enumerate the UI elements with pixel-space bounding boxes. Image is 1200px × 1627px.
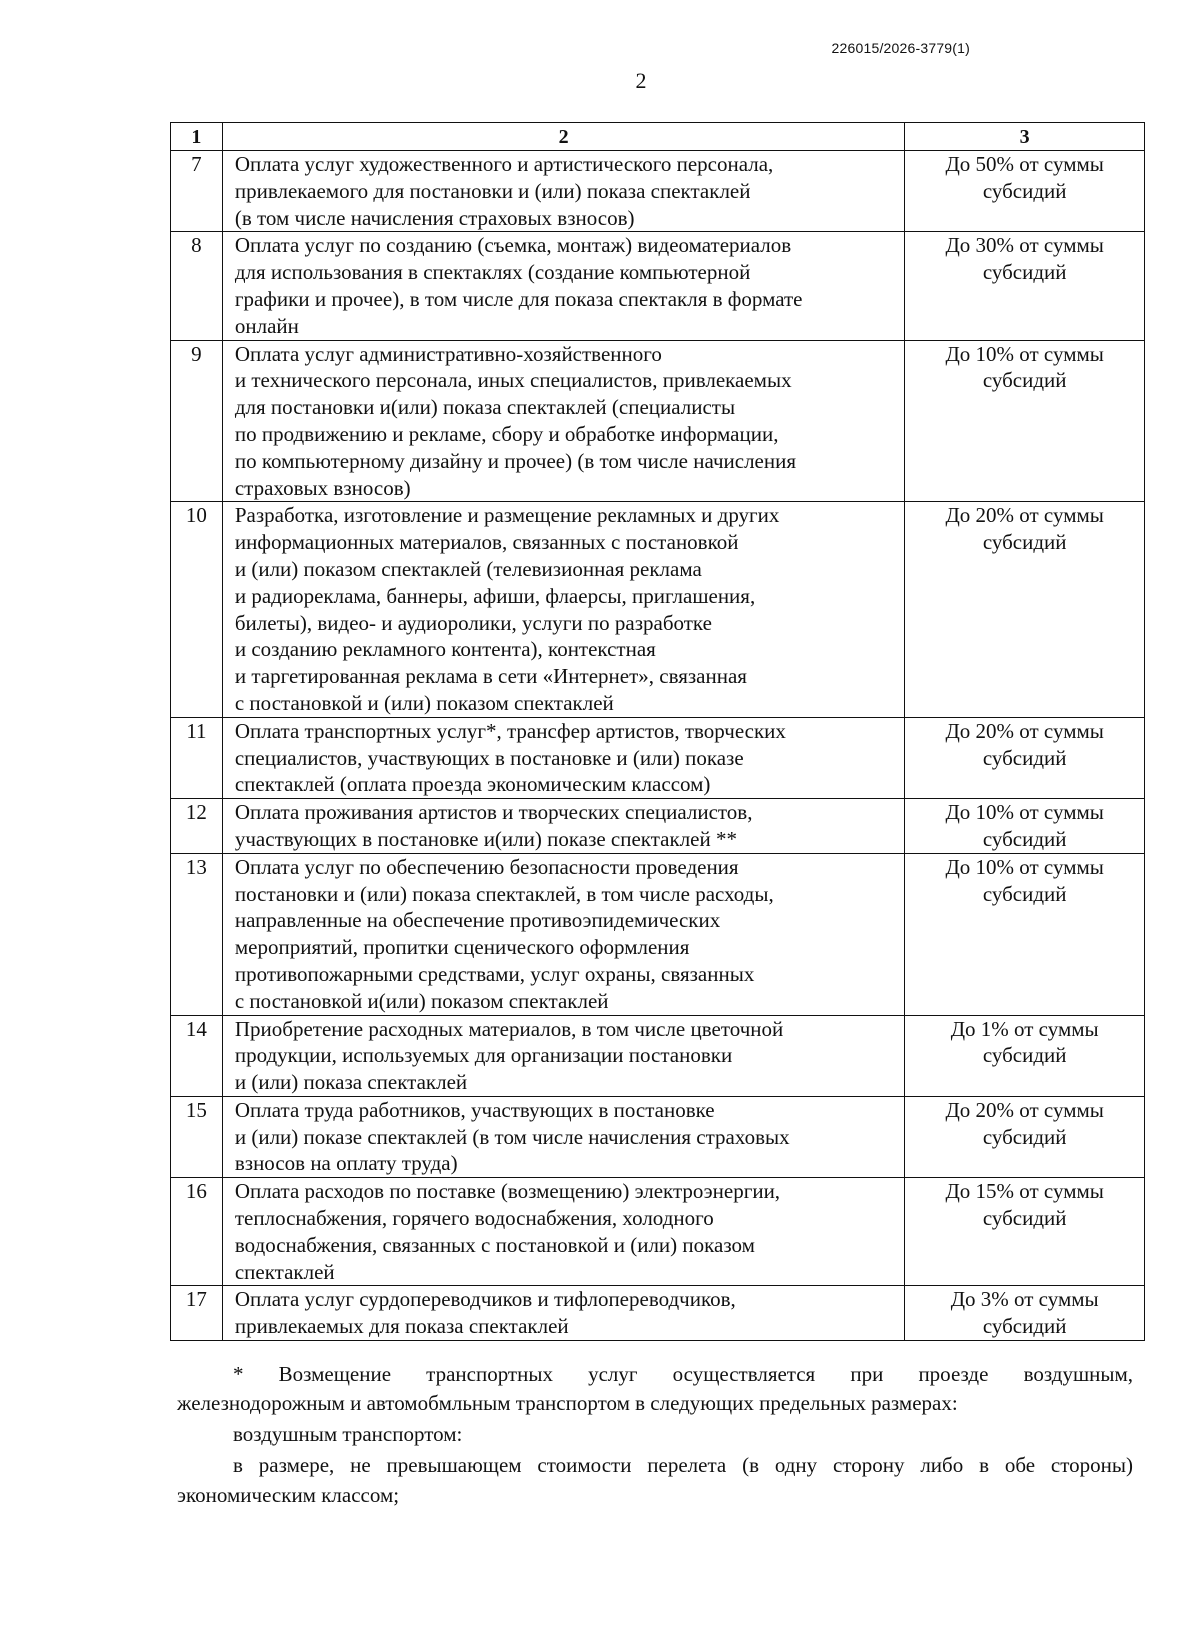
share-line: До 1% от суммы	[950, 1016, 1099, 1041]
share-line: субсидий	[982, 530, 1067, 555]
share-line: До 50% от суммы	[945, 152, 1104, 176]
page-number: 2	[635, 68, 647, 93]
share-line: До 20% от суммы	[945, 718, 1104, 743]
description-line: продукции, используемых для организации постановки	[234, 1043, 733, 1068]
expense-description	[222, 232, 905, 340]
description-line: онлайн	[234, 313, 299, 338]
expense-description	[222, 1286, 905, 1341]
subsidy-share	[905, 717, 1145, 798]
description-line: водоснабжения, связанных с постановкой и (или) показом	[234, 1232, 755, 1257]
document-id: 226015/2026-3779(1)	[831, 40, 970, 56]
description-line: с постановкой и(или) показом спектаклей	[234, 988, 609, 1013]
share-line: До 10% от суммы	[945, 800, 1104, 825]
share-line: До 3% от суммы	[950, 1287, 1099, 1312]
description-line: Разработка, изготовление и размещение рекламных и других	[234, 503, 780, 528]
description-line: страховых взносов)	[234, 475, 411, 500]
row-number: 7	[171, 151, 223, 232]
description-line: Приобретение расходных материалов, в том числе цветочной	[234, 1016, 784, 1041]
description-line: привлекаемых для показа спектаклей	[234, 1314, 569, 1339]
header-cell: 3	[905, 123, 1145, 151]
description-line: Оплата проживания артистов и творческих специалистов,	[234, 800, 753, 825]
row-number: 8	[171, 232, 223, 340]
description-line: взносов на оплату труда)	[234, 1151, 458, 1176]
share-line: субсидий	[982, 260, 1067, 285]
description-line: привлекаемого для постановки и (или) показа спектаклей	[234, 178, 751, 203]
description-line: Оплата расходов по поставке (возмещению) электроэнергии,	[234, 1179, 781, 1204]
description-line: спектаклей (оплата проезда экономическим классом)	[234, 772, 711, 797]
share-line: субсидий	[982, 881, 1067, 906]
description-line: Оплата услуг административно-хозяйственного	[234, 341, 662, 366]
table-row	[171, 340, 1145, 502]
description-line: теплоснабжения, горячего водоснабжения, холодного	[234, 1206, 714, 1231]
subsidy-share	[905, 1096, 1145, 1177]
footnote-text: экономическим классом;	[177, 1483, 400, 1507]
footnote-text: * Возмещение транспортных услуг осуществляется при проезде воздушным,	[233, 1362, 1133, 1386]
description-line: противопожарными средствами, услуг охраны, связанных	[234, 961, 755, 986]
row-number: 11	[171, 717, 223, 798]
table-row	[171, 232, 1145, 340]
table-row	[171, 853, 1145, 1015]
expense-description	[222, 1178, 905, 1286]
description-line: для использования в спектаклях (создание компьютерной	[234, 260, 751, 285]
description-line: Оплата услуг по созданию (съемка, монтаж) видеоматериалов	[234, 233, 792, 258]
table-row	[171, 717, 1145, 798]
table-row	[171, 1286, 1145, 1341]
description-line: Оплата услуг художественного и артистического персонала,	[234, 152, 774, 176]
description-line: графики и прочее), в том числе для показа спектакля в формате	[234, 286, 803, 311]
footnote-text: в размере, не превышающем стоимости перелета (в одну сторону либо в обе стороны)	[233, 1453, 1133, 1477]
description-line: по продвижению и рекламе, сбору и обработке информации,	[234, 421, 779, 446]
description-line: Оплата услуг сурдопереводчиков и тифлопереводчиков,	[234, 1287, 736, 1312]
row-number: 10	[171, 502, 223, 717]
description-line: для постановки и(или) показа спектаклей (специалисты	[234, 395, 736, 420]
share-line: субсидий	[982, 1124, 1067, 1149]
description-line: Оплата транспортных услуг*, трансфер артистов, творческих	[234, 718, 786, 743]
description-line: и (или) показе спектаклей (в том числе начисления страховых	[234, 1124, 790, 1149]
description-line: постановки и (или) показа спектаклей, в том числе расходы,	[234, 881, 774, 906]
expense-description	[222, 853, 905, 1015]
header-cell: 2	[222, 123, 905, 151]
subsidy-share	[905, 1015, 1145, 1096]
description-line: с постановкой и (или) показом спектаклей	[234, 690, 614, 715]
expense-description	[222, 717, 905, 798]
expense-description	[222, 151, 905, 232]
share-line: субсидий	[982, 1043, 1067, 1068]
row-number: 17	[171, 1286, 223, 1341]
subsidy-share	[905, 340, 1145, 502]
subsidy-share	[905, 853, 1145, 1015]
share-line: До 10% от суммы	[945, 341, 1104, 366]
footnote-text: железнодорожным и автомобмльным транспортом в следующих предельных размерах:	[177, 1391, 958, 1415]
expense-description	[222, 1096, 905, 1177]
subsidy-share	[905, 502, 1145, 717]
share-line: субсидий	[982, 368, 1067, 393]
description-line: и технического персонала, иных специалистов, привлекаемых	[234, 368, 792, 393]
share-line: До 20% от суммы	[945, 503, 1104, 528]
description-line: информационных материалов, связанных с постановкой	[234, 530, 739, 555]
description-line: и (или) показа спектаклей	[234, 1070, 468, 1095]
table-header-row	[171, 123, 1145, 151]
row-number: 14	[171, 1015, 223, 1096]
table-row	[171, 1015, 1145, 1096]
share-line: До 15% от суммы	[945, 1179, 1104, 1204]
description-line: (в том числе начисления страховых взносов)	[234, 205, 635, 230]
subsidy-share	[905, 799, 1145, 854]
share-line: До 30% от суммы	[945, 233, 1104, 258]
table-row	[171, 1096, 1145, 1177]
description-line: мероприятий, пропитки сценического оформления	[234, 935, 690, 960]
share-line: субсидий	[982, 826, 1067, 851]
description-line: и таргетированная реклама в сети «Интернет», связанная	[234, 664, 747, 689]
table-body	[171, 151, 1145, 1341]
description-line: по компьютерному дизайну и прочее) (в том числе начисления	[234, 448, 797, 473]
share-line: До 10% от суммы	[945, 854, 1104, 879]
header-cell: 1	[171, 123, 223, 151]
description-line: Оплата труда работников, участвующих в постановке	[234, 1097, 715, 1122]
expense-description	[222, 799, 905, 854]
description-line: билеты), видео- и аудиоролики, услуги по разработке	[234, 610, 712, 635]
share-line: субсидий	[982, 745, 1067, 770]
share-line: субсидий	[982, 1206, 1067, 1231]
table-row	[171, 502, 1145, 717]
subsidy-share	[905, 151, 1145, 232]
description-line: направленные на обеспечение противоэпидемических	[234, 908, 721, 933]
description-line: специалистов, участвующих в постановке и (или) показе	[234, 745, 744, 770]
expense-description	[222, 502, 905, 717]
table-row	[171, 151, 1145, 232]
description-line: и созданию рекламного контента), контекстная	[234, 637, 656, 662]
description-line: и радиореклама, баннеры, афиши, флаерсы, приглашения,	[234, 583, 756, 608]
row-number: 9	[171, 340, 223, 502]
subsidy-share	[905, 1286, 1145, 1341]
share-line: субсидий	[982, 1314, 1067, 1339]
table-row	[171, 1178, 1145, 1286]
row-number: 16	[171, 1178, 223, 1286]
subsidy-share	[905, 232, 1145, 340]
row-number: 12	[171, 799, 223, 854]
share-line: субсидий	[982, 178, 1067, 203]
expense-table	[170, 122, 1145, 1341]
row-number: 15	[171, 1096, 223, 1177]
row-number: 13	[171, 853, 223, 1015]
footnote-text: воздушным транспортом:	[233, 1422, 463, 1446]
description-line: и (или) показом спектаклей (телевизионная реклама	[234, 556, 702, 581]
share-line: До 20% от суммы	[945, 1097, 1104, 1122]
description-line: спектаклей	[234, 1259, 335, 1284]
subsidy-share	[905, 1178, 1145, 1286]
table-row	[171, 799, 1145, 854]
description-line: участвующих в постановке и(или) показе спектаклей **	[234, 826, 737, 851]
expense-description	[222, 1015, 905, 1096]
expense-description	[222, 340, 905, 502]
description-line: Оплата услуг по обеспечению безопасности проведения	[234, 854, 739, 879]
